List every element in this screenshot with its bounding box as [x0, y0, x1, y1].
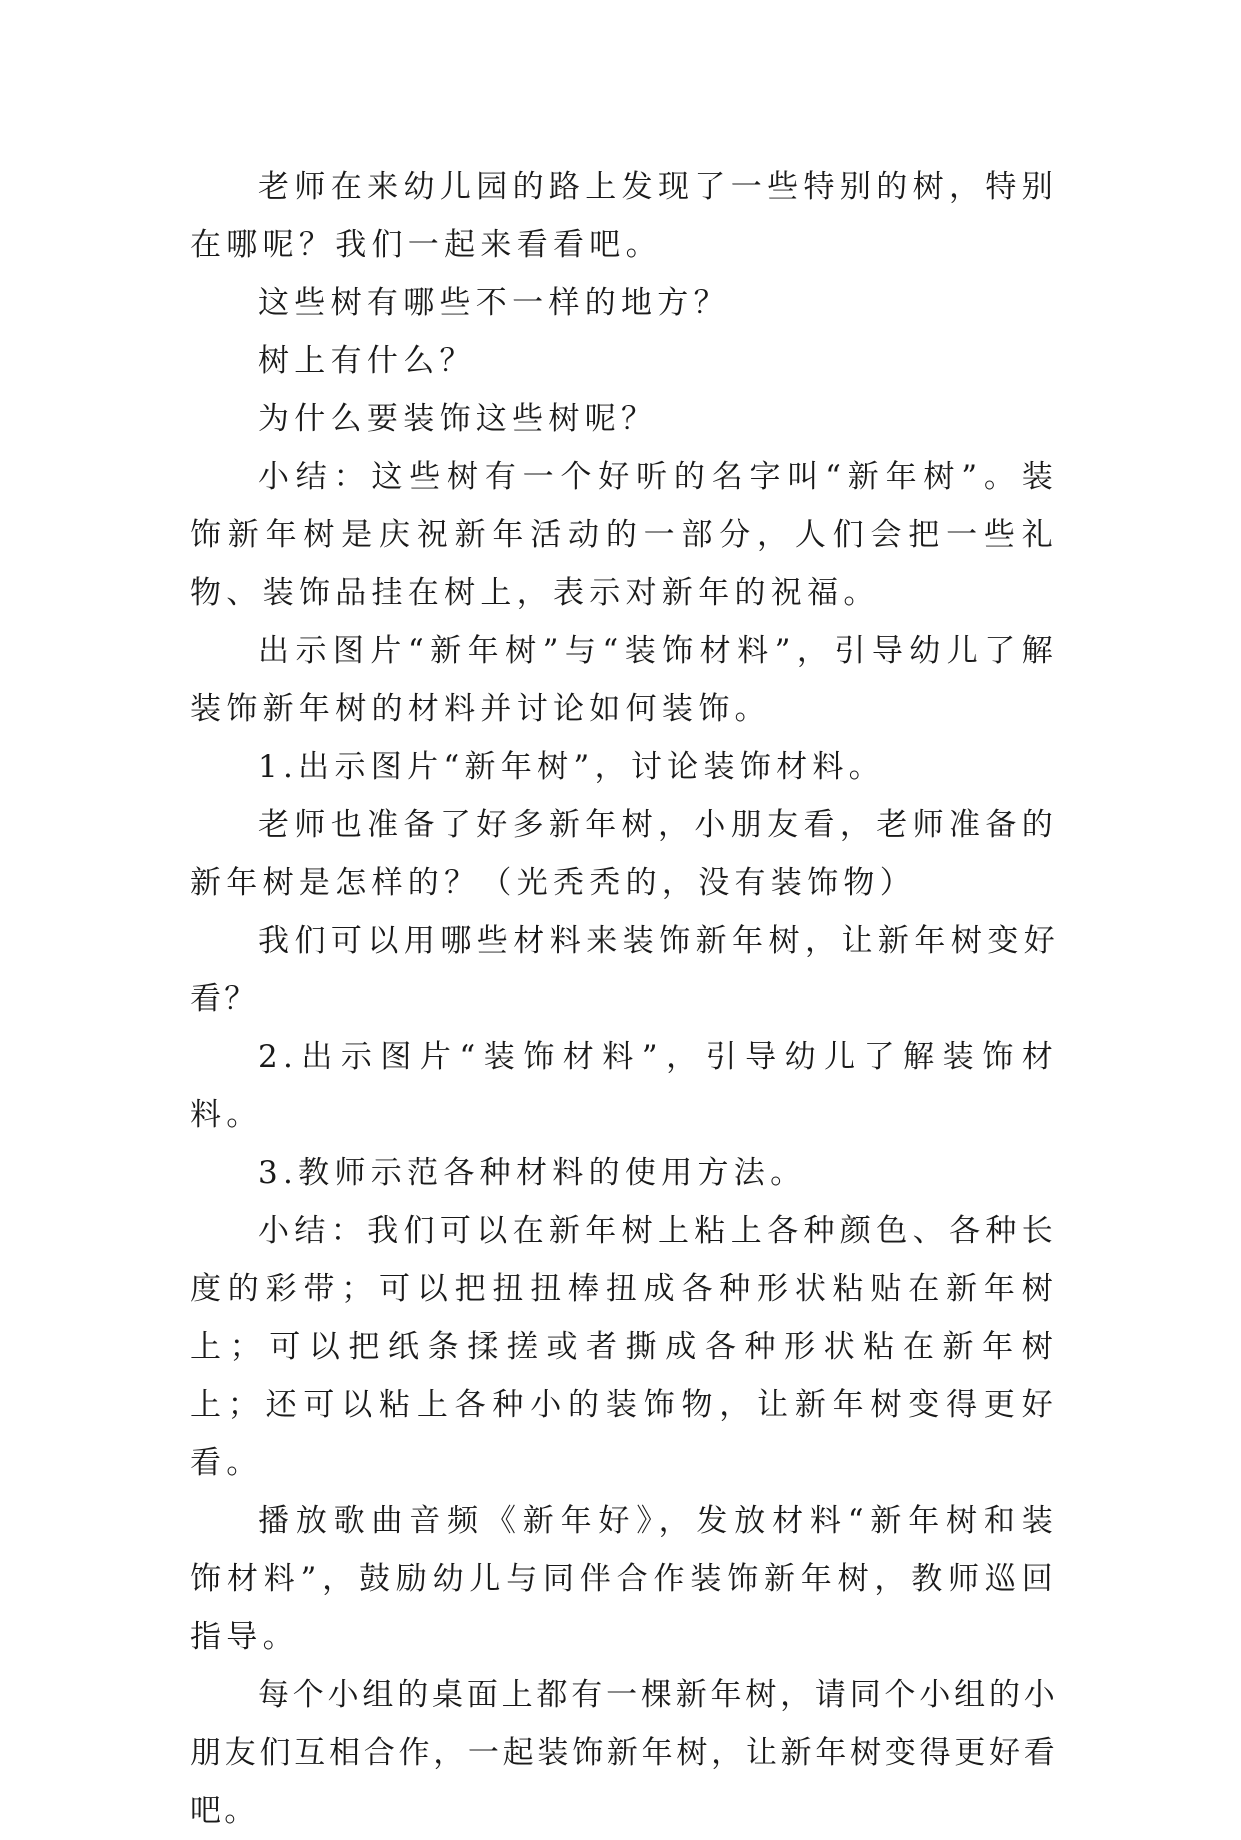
paragraph-question-3: 为什么要装饰这些树呢？ — [258, 401, 658, 437]
paragraph-intro: 老师在来幼儿园的路上发现了一些特别的树，特别在哪呢？我们一起来看看吧。 — [190, 169, 1058, 263]
paragraph-summary-1: 小结：这些树有一个好听的名字叫“新年树”。装饰新年树是庆祝新年活动的一部分，人们会把一些礼物、装饰品挂在树上，表示对新年的祝福。 — [190, 459, 1058, 611]
paragraph-group-work: 每个小组的桌面上都有一棵新年树，请同个小组的小朋友们互相合作，一起装饰新年树，让新年树变得更好看吧。 — [190, 1677, 1058, 1829]
paragraph-question-materials: 我们可以用哪些材料来装饰新年树，让新年树变好看？ — [190, 923, 1058, 1017]
paragraph-music-activity: 播放歌曲音频《新年好》，发放材料“新年树和装饰材料”，鼓励幼儿与同伴合作装饰新年树，教师巡回指导。 — [190, 1503, 1058, 1655]
paragraph-step-3: 3.教师示范各种材料的使用方法。 — [258, 1155, 807, 1191]
paragraph-question-2: 树上有什么？ — [258, 343, 476, 379]
paragraph-question-1: 这些树有哪些不一样的地方？ — [258, 285, 730, 321]
paragraph-show-pictures: 出示图片“新年树”与“装饰材料”，引导幼儿了解装饰新年树的材料并讨论如何装饰。 — [190, 633, 1058, 727]
paragraph-step-1: 1.出示图片“新年树”，讨论装饰材料。 — [258, 749, 885, 785]
paragraph-summary-2: 小结：我们可以在新年树上粘上各种颜色、各种长度的彩带；可以把扭扭棒扭成各种形状粘贴在新年树上；可以把纸条揉搓或者撕成各种形状粘在新年树上；还可以粘上各种小的装饰物，让新年树变得更好看。 — [190, 1213, 1058, 1481]
document-page — [190, 158, 1058, 1840]
paragraph-teacher-trees: 老师也准备了好多新年树，小朋友看，老师准备的新年树是怎样的？（光秃秃的，没有装饰物） — [190, 807, 1058, 901]
paragraph-step-2: 2.出示图片“装饰材料”，引导幼儿了解装饰材料。 — [190, 1039, 1058, 1133]
